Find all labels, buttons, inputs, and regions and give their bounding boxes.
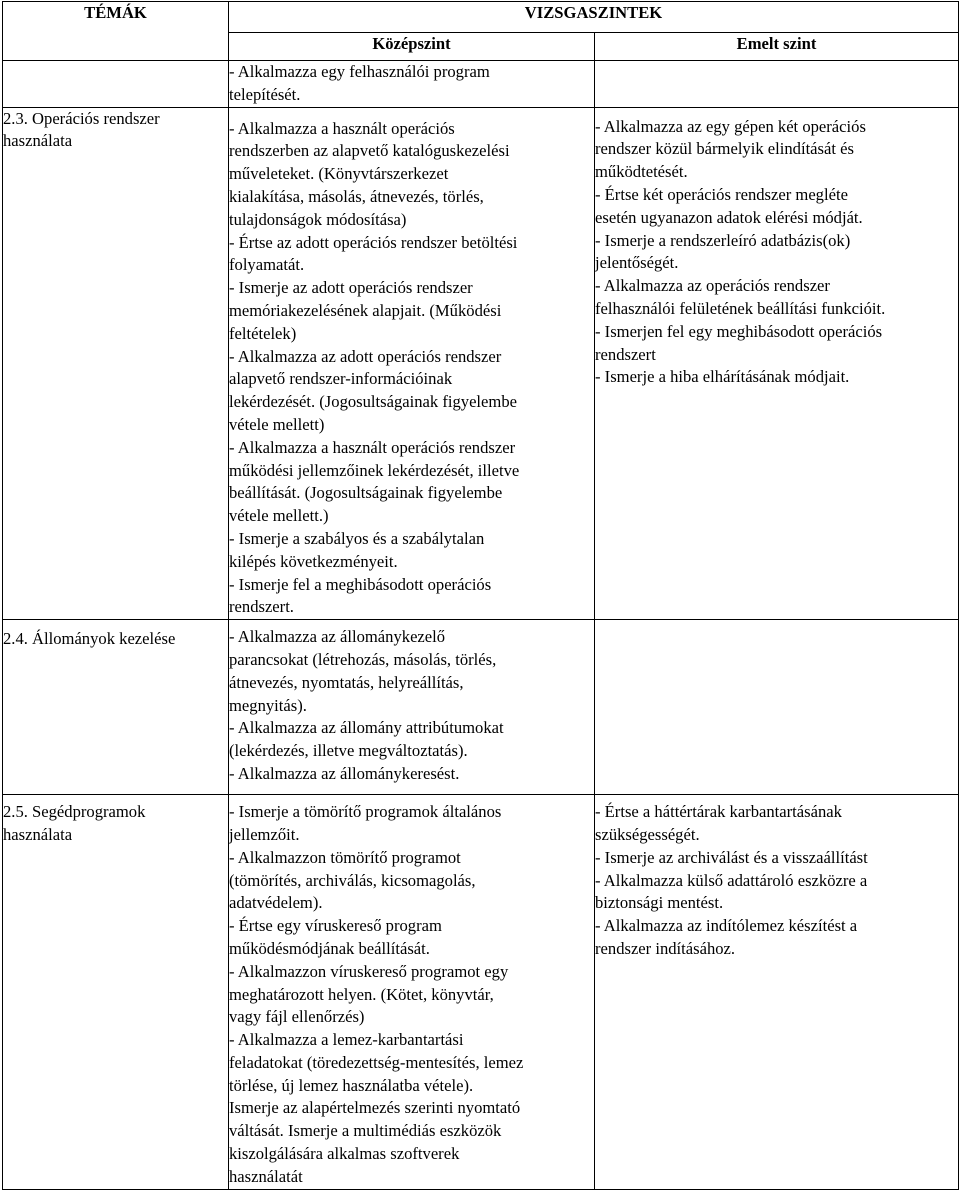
topic-text: 2.5. Segédprogramok használata	[3, 802, 146, 844]
advanced-level-cell	[595, 795, 959, 1190]
mid-level-text: - Alkalmazza egy felhasználói program telepítését.	[229, 62, 490, 104]
mid-level-header: Középszint	[229, 33, 595, 61]
table-row	[3, 61, 959, 108]
advanced-level-cell	[595, 61, 959, 108]
mid-level-cell	[229, 107, 595, 620]
table-row	[3, 620, 959, 795]
topic-cell	[3, 61, 229, 108]
advanced-level-header: Emelt szint	[595, 33, 959, 61]
mid-level-cell	[229, 620, 595, 795]
topic-cell	[3, 795, 229, 1190]
table-row	[3, 795, 959, 1190]
exam-levels-header: VIZSGASZINTEK	[229, 2, 959, 33]
mid-level-text: - Ismerje a tömörítő programok általános jellemzőit. - Alkalmazzon tömörítő programot (tömörítés, archiválás, kicsomagolás, adatvédelem). - Értse egy víruskereső program működésmódjának beállítását. - Alkalmazzon víruskereső programot egy meghatározott helyen. (Kötet, könyvtár, vagy fájl ellenőrzés) - Alkalmazza a lemez-karbantartási feladatokat (töredezettség-mentesítés, lemez törlése, új lemez használatba vétele). Ismerje az alapértelmezés szerinti nyomtató váltását. Ismerje a multimédiás eszközök kiszolgálására alkalmas szoftverek használatát	[229, 802, 524, 1186]
mid-level-cell	[229, 795, 595, 1190]
topics-header: TÉMÁK	[3, 2, 229, 61]
mid-level-text: - Alkalmazza az állománykezelő parancsokat (létrehozás, másolás, törlés, átnevezés, nyomtatás, helyreállítás, megnyitás). - Alkalmazza az állomány attribútumokat (lekérdezés, illetve megváltoztatás). - Alkalmazza az állománykeresést.	[229, 627, 504, 783]
advanced-level-cell	[595, 107, 959, 620]
advanced-level-cell	[595, 620, 959, 795]
curriculum-table	[2, 1, 959, 1190]
advanced-level-text: - Értse a háttértárak karbantartásának szükségességét. - Ismerje az archiválást és a visszaállítást - Alkalmazza külső adattároló eszközre a biztonsági mentést. - Alkalmazza az indítólemez készítést a rendszer indításához.	[595, 802, 868, 958]
advanced-level-text: - Alkalmazza az egy gépen két operációs rendszer közül bármelyik elindítását és működtetését. - Értse két operációs rendszer megléte esetén ugyanazon adatok elérési módját. - Ismerje a rendszerleíró adatbázis(ok) jelentőségét. - Alkalmazza az operációs rendszer felhasználói felületének beállítási funkcióit. - Ismerjen fel egy meghibásodott operációs rendszert - Ismerje a hiba elhárításának módjait.	[595, 116, 886, 387]
topic-text: 2.3. Operációs rendszer használata	[3, 108, 160, 151]
table-row	[3, 107, 959, 620]
topic-text: 2.4. Állományok kezelése	[3, 629, 176, 649]
header-row-1	[3, 2, 959, 33]
mid-level-text: - Alkalmazza a használt operációs rendszerben az alapvető katalóguskezelési műveleteket. (Könyvtárszerkezet kialakítása, másolás, átnevezés, törlés, tulajdonságok módosítása) - Értse az adott operációs rendszer betöltési folyamatát. - Ismerje az adott operációs rendszer memóriakezelésének alapjait. (Működési feltételek) - Alkalmazza az adott operációs rendszer alapvető rendszer-információinak lekérdezését. (Jogosultságainak figyelembe vétele mellett) - Alkalmazza a használt operációs rendszer működési jellemzőinek lekérdezését, illetve beállítását. (Jogosultságainak figyelembe vétele mellett.) - Ismerje a szabályos és a szabálytalan kilépés következményeit. - Ismerje fel a meghibásodott operációs rendszert.	[229, 118, 520, 617]
mid-level-cell	[229, 61, 595, 108]
topic-cell	[3, 107, 229, 620]
topic-cell	[3, 620, 229, 795]
